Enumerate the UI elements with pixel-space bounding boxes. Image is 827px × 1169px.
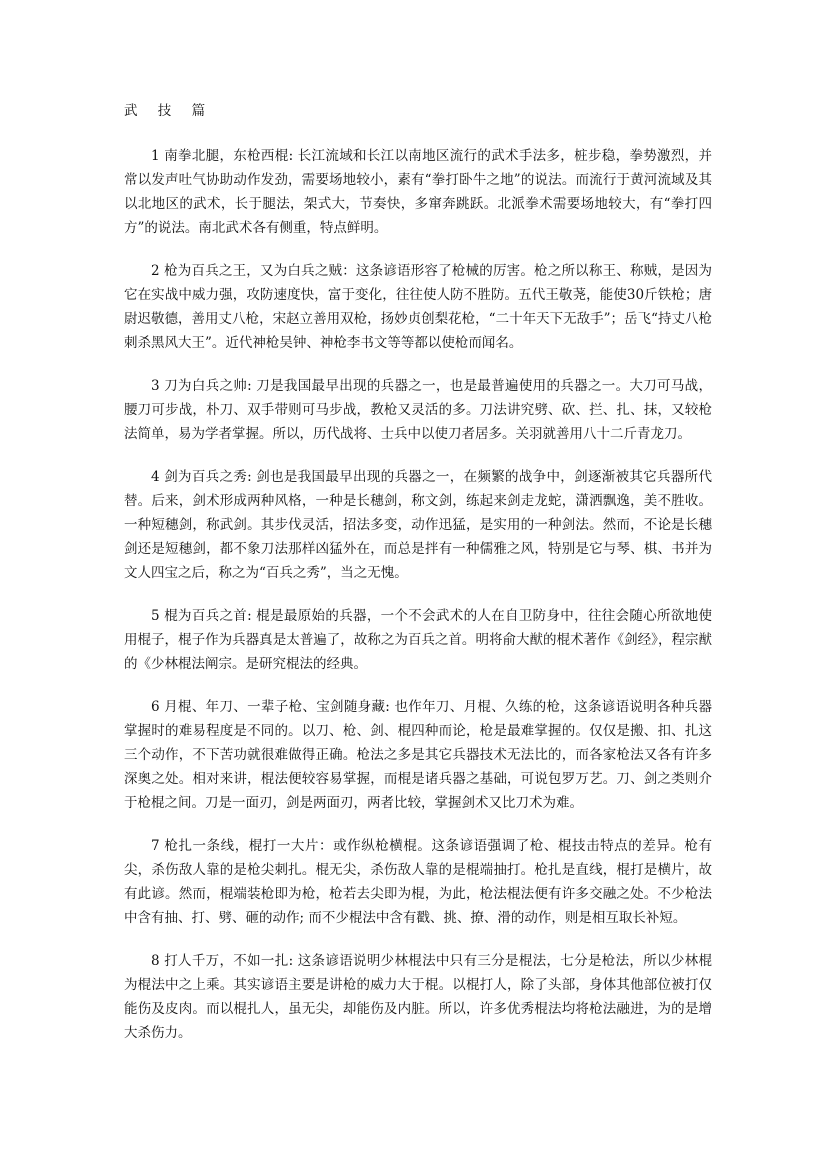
page-title: 武 技 篇	[124, 103, 214, 119]
paragraph-5: 5 棍为百兵之首: 棍是最原始的兵器，一个不会武术的人在自卫防身中，往往会随心所欲地使用棍子，棍子作为兵器真是太普遍了，故称之为百兵之首。明将俞大猷的棍术著作《剑经》，程宗猷的《少林棍法阐宗。是研究棍法的经典。	[124, 608, 712, 672]
paragraph-8: 8 打人千万，不如一扎: 这条谚语说明少林棍法中只有三分是棍法，七分是枪法，所以少林棍为棍法中之上乘。其实谚语主要是讲枪的威力大于棍。以棍打人，除了头部，身体其他部位被打仅能伤及皮肉。而以棍扎人，虽无尖，却能伤及内脏。所以，许多优秀棍法均将枪法融进，为的是增大杀伤力。	[124, 953, 712, 1041]
article-body	[124, 144, 712, 1064]
paragraph-7: 7 枪扎一条线，棍打一大片：或作纵枪横棍。这条谚语强调了枪、棍技击特点的差异。枪有尖，杀伤敌人靠的是枪尖刺扎。棍无尖，杀伤敌人靠的是棍端抽打。枪扎是直线，棍打是横片，故有此谚。然而，棍端装枪即为枪，枪若去尖即为棍，为此，枪法棍法便有许多交融之处。不少枪法中含有抽、打、劈、砸的动作; 而不少棍法中含有戳、挑、撩、滑的动作，则是相互取长补短。	[124, 838, 712, 926]
paragraph-2: 2 枪为百兵之王，又为白兵之贼：这条谚语形容了枪械的厉害。枪之所以称王、称贼，是因为它在实战中威力强，攻防速度快，富于变化，往往使人防不胜防。五代王敬荛，能使30斤铁枪；唐尉迟敬德，善用丈八枪，宋赵立善用双枪，扬妙贞创梨花枪，“二十年天下无敌手”；岳飞“持丈八枪刺杀黑风大王”。近代神枪吴钟、神枪李书文等等都以使枪而闻名。	[124, 263, 712, 351]
paragraph-6: 6 月棍、年刀、一辈子枪、宝剑随身藏: 也作年刀、月棍、久练的枪，这条谚语说明各种兵器掌握时的难易程度是不同的。以刀、枪、剑、棍四种而论，枪是最难掌握的。仅仅是搬、扣、扎这三个动作，不下苦功就很难做得正确。枪法之多是其它兵器技术无法比的，而各家枪法又各有许多深奥之处。相对来讲，棍法便较容易掌握，而棍是诸兵器之基础，可说包罗万艺。刀、剑之类则介于枪棍之间。刀是一面刃，剑是两面刃，两者比较，掌握剑术又比刀术为难。	[124, 699, 712, 811]
paragraph-3: 3 刀为白兵之帅: 刀是我国最早出现的兵器之一，也是最普遍使用的兵器之一。大刀可马战，腰刀可步战，朴刀、双手带则可马步战，教枪又灵活的多。刀法讲究劈、砍、拦、扎、抹，又较枪法简单，易为学者掌握。所以，历代战将、士兵中以使刀者居多。关羽就善用八十二斤青龙刀。	[124, 378, 712, 442]
paragraph-1: 1 南拳北腿，东枪西棍: 长江流域和长江以南地区流行的武术手法多，桩步稳，拳势激烈，并常以发声吐气协助动作发劲，需要场地较小，素有“拳打卧牛之地”的说法。而流行于黄河流域及其以北地区的武术，长于腿法，架式大，节奏快，多窜奔跳跃。北派拳术需要场地较大，有“拳打四方”的说法。南北武术各有侧重，特点鲜明。	[124, 148, 712, 236]
paragraph-4: 4 剑为百兵之秀: 剑也是我国最早出现的兵器之一，在频繁的战争中，剑逐渐被其它兵器所代替。后来，剑术形成两种风格，一种是长穗剑，称文剑，练起来剑走龙蛇，潇洒飘逸，美不胜收。一种短穗剑，称武剑。其步伐灵活，招法多变，动作迅猛，是实用的一种剑法。然而，不论是长穗剑还是短穗剑，都不象刀法那样凶猛外在，而总是拌有一种儒雅之风，特别是它与琴、棋、书并为文人四宝之后，称之为“百兵之秀”，当之无愧。	[124, 469, 712, 581]
